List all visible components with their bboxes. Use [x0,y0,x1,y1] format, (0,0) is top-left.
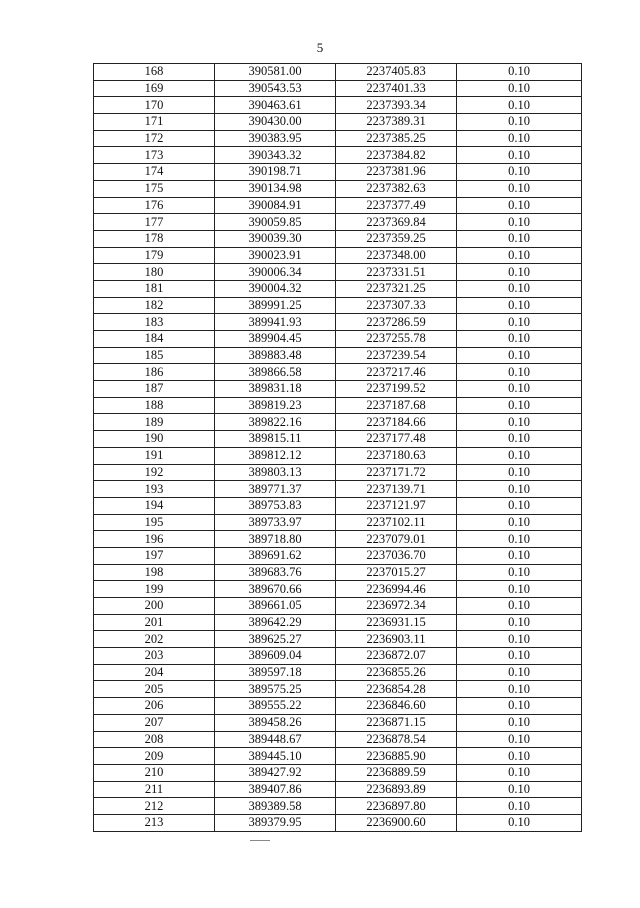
point-number-cell: 174 [94,164,215,181]
accuracy-cell: 0.10 [457,264,582,281]
accuracy-cell: 0.10 [457,431,582,448]
table-row [94,264,582,281]
table-row [94,547,582,564]
x-coordinate-cell: 389642.29 [215,614,336,631]
y-coordinate-cell: 2237381.96 [336,164,457,181]
x-coordinate-cell: 390004.32 [215,280,336,297]
table-row [94,698,582,715]
y-coordinate-cell: 2237405.83 [336,64,457,81]
y-coordinate-cell: 2236878.54 [336,731,457,748]
accuracy-cell: 0.10 [457,414,582,431]
x-coordinate-cell: 389575.25 [215,681,336,698]
x-coordinate-cell: 389883.48 [215,347,336,364]
table-row [94,447,582,464]
x-coordinate-cell: 389819.23 [215,397,336,414]
point-number-cell: 212 [94,798,215,815]
x-coordinate-cell: 389831.18 [215,381,336,398]
point-number-cell: 202 [94,631,215,648]
x-coordinate-cell: 390039.30 [215,230,336,247]
x-coordinate-cell: 389379.95 [215,814,336,831]
x-coordinate-cell: 389661.05 [215,598,336,615]
accuracy-cell: 0.10 [457,698,582,715]
y-coordinate-cell: 2237385.25 [336,130,457,147]
accuracy-cell: 0.10 [457,64,582,81]
table-row [94,431,582,448]
accuracy-cell: 0.10 [457,280,582,297]
point-number-cell: 168 [94,64,215,81]
point-number-cell: 207 [94,714,215,731]
x-coordinate-cell: 390006.34 [215,264,336,281]
point-number-cell: 178 [94,230,215,247]
table-row [94,581,582,598]
accuracy-cell: 0.10 [457,80,582,97]
x-coordinate-cell: 390463.61 [215,97,336,114]
point-number-cell: 176 [94,197,215,214]
point-number-cell: 171 [94,114,215,131]
x-coordinate-cell: 389771.37 [215,481,336,498]
point-number-cell: 182 [94,297,215,314]
accuracy-cell: 0.10 [457,764,582,781]
y-coordinate-cell: 2237239.54 [336,347,457,364]
accuracy-cell: 0.10 [457,581,582,598]
table-row [94,631,582,648]
y-coordinate-cell: 2237199.52 [336,381,457,398]
x-coordinate-cell: 389448.67 [215,731,336,748]
y-coordinate-cell: 2237377.49 [336,197,457,214]
accuracy-cell: 0.10 [457,130,582,147]
y-coordinate-cell: 2237393.34 [336,97,457,114]
point-number-cell: 181 [94,280,215,297]
accuracy-cell: 0.10 [457,297,582,314]
point-number-cell: 200 [94,598,215,615]
point-number-cell: 197 [94,547,215,564]
accuracy-cell: 0.10 [457,614,582,631]
accuracy-cell: 0.10 [457,781,582,798]
x-coordinate-cell: 390134.98 [215,180,336,197]
y-coordinate-cell: 2237348.00 [336,247,457,264]
point-number-cell: 184 [94,331,215,348]
accuracy-cell: 0.10 [457,97,582,114]
table-row [94,64,582,81]
accuracy-cell: 0.10 [457,381,582,398]
y-coordinate-cell: 2237321.25 [336,280,457,297]
y-coordinate-cell: 2236903.11 [336,631,457,648]
x-coordinate-cell: 389812.12 [215,447,336,464]
x-coordinate-cell: 389555.22 [215,698,336,715]
coordinates-table [93,63,582,832]
point-number-cell: 211 [94,781,215,798]
y-coordinate-cell: 2237177.48 [336,431,457,448]
table-row [94,314,582,331]
y-coordinate-cell: 2237382.63 [336,180,457,197]
x-coordinate-cell: 389822.16 [215,414,336,431]
accuracy-cell: 0.10 [457,648,582,665]
point-number-cell: 201 [94,614,215,631]
accuracy-cell: 0.10 [457,164,582,181]
table-row [94,531,582,548]
x-coordinate-cell: 389609.04 [215,648,336,665]
point-number-cell: 191 [94,447,215,464]
accuracy-cell: 0.10 [457,214,582,231]
accuracy-cell: 0.10 [457,447,582,464]
table-row [94,114,582,131]
point-number-cell: 169 [94,80,215,97]
point-number-cell: 175 [94,180,215,197]
table-row [94,280,582,297]
table-row [94,764,582,781]
point-number-cell: 209 [94,748,215,765]
accuracy-cell: 0.10 [457,564,582,581]
accuracy-cell: 0.10 [457,664,582,681]
y-coordinate-cell: 2237384.82 [336,147,457,164]
x-coordinate-cell: 390084.91 [215,197,336,214]
table-row [94,130,582,147]
point-number-cell: 210 [94,764,215,781]
y-coordinate-cell: 2237255.78 [336,331,457,348]
y-coordinate-cell: 2237187.68 [336,397,457,414]
x-coordinate-cell: 389445.10 [215,748,336,765]
point-number-cell: 203 [94,648,215,665]
x-coordinate-cell: 389458.26 [215,714,336,731]
x-coordinate-cell: 389941.93 [215,314,336,331]
point-number-cell: 208 [94,731,215,748]
y-coordinate-cell: 2236854.28 [336,681,457,698]
y-coordinate-cell: 2237079.01 [336,531,457,548]
x-coordinate-cell: 389991.25 [215,297,336,314]
y-coordinate-cell: 2236871.15 [336,714,457,731]
point-number-cell: 198 [94,564,215,581]
x-coordinate-cell: 390198.71 [215,164,336,181]
accuracy-cell: 0.10 [457,748,582,765]
y-coordinate-cell: 2237184.66 [336,414,457,431]
footer-mark [250,840,270,841]
table-row [94,598,582,615]
y-coordinate-cell: 2237102.11 [336,514,457,531]
point-number-cell: 170 [94,97,215,114]
x-coordinate-cell: 389733.97 [215,514,336,531]
table-row [94,180,582,197]
y-coordinate-cell: 2237171.72 [336,464,457,481]
x-coordinate-cell: 389625.27 [215,631,336,648]
table-row [94,564,582,581]
x-coordinate-cell: 389753.83 [215,497,336,514]
y-coordinate-cell: 2237389.31 [336,114,457,131]
y-coordinate-cell: 2236885.90 [336,748,457,765]
accuracy-cell: 0.10 [457,230,582,247]
point-number-cell: 185 [94,347,215,364]
accuracy-cell: 0.10 [457,247,582,264]
accuracy-cell: 0.10 [457,197,582,214]
page-number: 5 [316,40,324,55]
x-coordinate-cell: 390059.85 [215,214,336,231]
table-row [94,814,582,831]
accuracy-cell: 0.10 [457,598,582,615]
y-coordinate-cell: 2236897.80 [336,798,457,815]
y-coordinate-cell: 2237286.59 [336,314,457,331]
table-row [94,748,582,765]
point-number-cell: 183 [94,314,215,331]
table-row [94,331,582,348]
accuracy-cell: 0.10 [457,497,582,514]
point-number-cell: 180 [94,264,215,281]
point-number-cell: 199 [94,581,215,598]
x-coordinate-cell: 390430.00 [215,114,336,131]
table-row [94,414,582,431]
table-row [94,97,582,114]
y-coordinate-cell: 2237121.97 [336,497,457,514]
table-row [94,514,582,531]
x-coordinate-cell: 390023.91 [215,247,336,264]
y-coordinate-cell: 2237217.46 [336,364,457,381]
x-coordinate-cell: 389691.62 [215,547,336,564]
table-row [94,364,582,381]
point-number-cell: 186 [94,364,215,381]
x-coordinate-cell: 390343.32 [215,147,336,164]
table-row [94,714,582,731]
point-number-cell: 173 [94,147,215,164]
table-row [94,464,582,481]
table-row [94,164,582,181]
x-coordinate-cell: 389904.45 [215,331,336,348]
table-row [94,381,582,398]
accuracy-cell: 0.10 [457,731,582,748]
accuracy-cell: 0.10 [457,314,582,331]
table-row [94,147,582,164]
accuracy-cell: 0.10 [457,364,582,381]
accuracy-cell: 0.10 [457,397,582,414]
point-number-cell: 193 [94,481,215,498]
table-row [94,230,582,247]
y-coordinate-cell: 2236893.89 [336,781,457,798]
table-row [94,297,582,314]
y-coordinate-cell: 2237015.27 [336,564,457,581]
x-coordinate-cell: 390581.00 [215,64,336,81]
point-number-cell: 188 [94,397,215,414]
table-row [94,731,582,748]
table-row [94,247,582,264]
table-row [94,397,582,414]
x-coordinate-cell: 389670.66 [215,581,336,598]
x-coordinate-cell: 389866.58 [215,364,336,381]
coordinates-table-body [94,64,582,832]
table-row [94,197,582,214]
accuracy-cell: 0.10 [457,114,582,131]
x-coordinate-cell: 389718.80 [215,531,336,548]
point-number-cell: 204 [94,664,215,681]
y-coordinate-cell: 2236972.34 [336,598,457,615]
table-row [94,497,582,514]
y-coordinate-cell: 2236889.59 [336,764,457,781]
x-coordinate-cell: 390383.95 [215,130,336,147]
accuracy-cell: 0.10 [457,464,582,481]
x-coordinate-cell: 389427.92 [215,764,336,781]
table-row [94,781,582,798]
point-number-cell: 177 [94,214,215,231]
point-number-cell: 187 [94,381,215,398]
point-number-cell: 192 [94,464,215,481]
accuracy-cell: 0.10 [457,631,582,648]
x-coordinate-cell: 390543.53 [215,80,336,97]
y-coordinate-cell: 2237036.70 [336,547,457,564]
y-coordinate-cell: 2237331.51 [336,264,457,281]
y-coordinate-cell: 2236872.07 [336,648,457,665]
y-coordinate-cell: 2236855.26 [336,664,457,681]
accuracy-cell: 0.10 [457,331,582,348]
point-number-cell: 189 [94,414,215,431]
table-row [94,614,582,631]
x-coordinate-cell: 389407.86 [215,781,336,798]
accuracy-cell: 0.10 [457,147,582,164]
accuracy-cell: 0.10 [457,714,582,731]
y-coordinate-cell: 2237401.33 [336,80,457,97]
x-coordinate-cell: 389815.11 [215,431,336,448]
point-number-cell: 195 [94,514,215,531]
y-coordinate-cell: 2237359.25 [336,230,457,247]
table-row [94,80,582,97]
y-coordinate-cell: 2237139.71 [336,481,457,498]
table-row [94,481,582,498]
point-number-cell: 213 [94,814,215,831]
x-coordinate-cell: 389683.76 [215,564,336,581]
accuracy-cell: 0.10 [457,180,582,197]
point-number-cell: 172 [94,130,215,147]
y-coordinate-cell: 2236994.46 [336,581,457,598]
x-coordinate-cell: 389597.18 [215,664,336,681]
table-row [94,681,582,698]
point-number-cell: 179 [94,247,215,264]
accuracy-cell: 0.10 [457,681,582,698]
table-row [94,648,582,665]
point-number-cell: 206 [94,698,215,715]
accuracy-cell: 0.10 [457,347,582,364]
y-coordinate-cell: 2237369.84 [336,214,457,231]
table-row [94,798,582,815]
table-row [94,664,582,681]
accuracy-cell: 0.10 [457,547,582,564]
y-coordinate-cell: 2237307.33 [336,297,457,314]
y-coordinate-cell: 2236931.15 [336,614,457,631]
accuracy-cell: 0.10 [457,814,582,831]
x-coordinate-cell: 389389.58 [215,798,336,815]
point-number-cell: 205 [94,681,215,698]
y-coordinate-cell: 2236900.60 [336,814,457,831]
accuracy-cell: 0.10 [457,481,582,498]
accuracy-cell: 0.10 [457,531,582,548]
table-row [94,214,582,231]
point-number-cell: 196 [94,531,215,548]
y-coordinate-cell: 2236846.60 [336,698,457,715]
accuracy-cell: 0.10 [457,514,582,531]
accuracy-cell: 0.10 [457,798,582,815]
y-coordinate-cell: 2237180.63 [336,447,457,464]
point-number-cell: 190 [94,431,215,448]
point-number-cell: 194 [94,497,215,514]
table-row [94,347,582,364]
x-coordinate-cell: 389803.13 [215,464,336,481]
